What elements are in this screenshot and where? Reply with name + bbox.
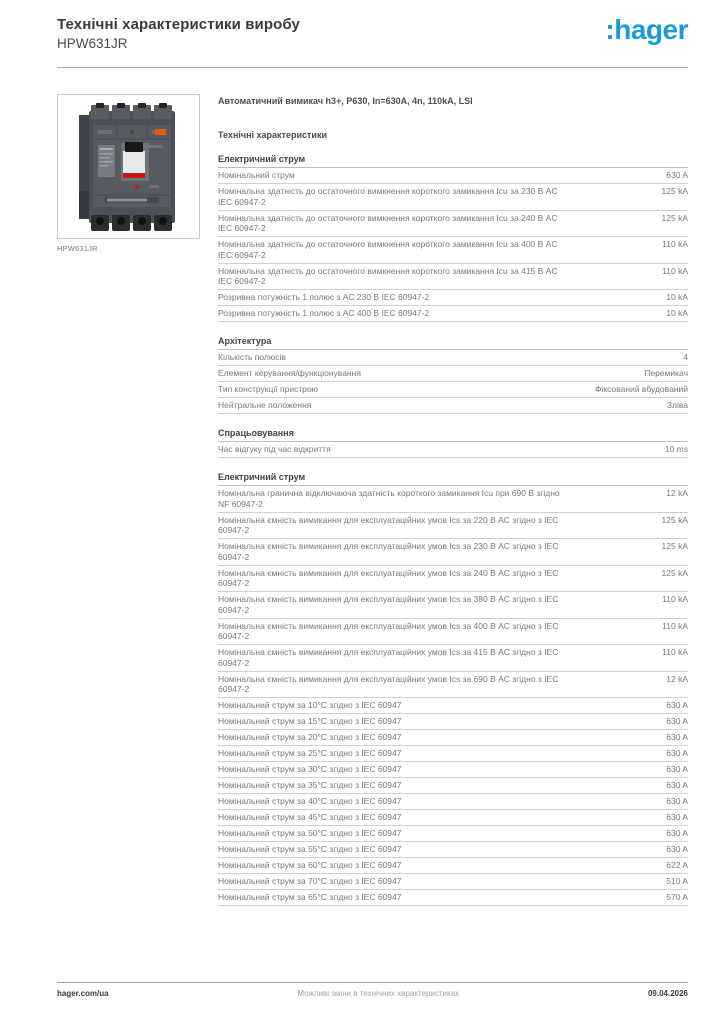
- product-image-column: [57, 94, 200, 253]
- spec-row: [218, 619, 688, 646]
- spec-row: [218, 794, 688, 810]
- spec-value: Фіксований вбудований: [594, 384, 688, 394]
- spec-value: 570 A: [666, 892, 688, 902]
- spec-label: Розривна потужність 1 полюс з AC 230 В IEC 60947-2: [218, 292, 430, 302]
- spec-label: Номінальний струм за 45°C згідно з IEC 60947: [218, 812, 402, 822]
- circuit-breaker-illustration: [65, 101, 193, 233]
- spec-value: 12 kA: [666, 673, 688, 684]
- section-title: Електричний струм: [218, 472, 688, 486]
- spec-sections: [218, 154, 688, 906]
- spec-label: Номінальна ємність вимикання для експлуатаційних умов Ics за 415 В AC згідно з IEC 60947-2: [218, 647, 559, 668]
- spec-value: Перемикач: [644, 368, 688, 378]
- spec-value: 110 kA: [662, 265, 688, 276]
- spec-value: 110 kA: [662, 647, 688, 657]
- spec-value: Зліва: [666, 400, 688, 410]
- spec-row: [218, 730, 688, 746]
- spec-value: 10 kA: [666, 292, 688, 302]
- spec-label: Номінальний струм за 25°C згідно з IEC 60947: [218, 748, 402, 758]
- spec-value: 630 A: [666, 828, 688, 838]
- spec-label: Номінальний струм за 40°C згідно з IEC 60947: [218, 796, 402, 806]
- spec-section: [218, 154, 688, 322]
- section-rows: [218, 486, 688, 906]
- spec-value: 630 A: [666, 812, 688, 822]
- spec-label: Номінальний струм за 50°C згідно з IEC 60947: [218, 828, 402, 838]
- spec-row: [218, 237, 688, 264]
- spec-row: [218, 778, 688, 794]
- spec-label: Номінальна ємність вимикання для експлуатаційних умов Ics за 690 В AC згідно з IEC 60947-2: [218, 673, 559, 694]
- spec-label: Номінальний струм: [218, 170, 295, 180]
- page-content: [57, 93, 688, 906]
- spec-label: Номінальний струм за 10°C згідно з IEC 60947: [218, 700, 402, 710]
- spec-label: Номінальна ємність вимикання для експлуатаційних умов Ics за 240 В AC згідно з IEC 60947-2: [218, 567, 559, 588]
- spec-row: [218, 672, 688, 699]
- spec-column: [218, 93, 688, 906]
- spec-section: [218, 336, 688, 414]
- spec-value: 622 A: [666, 860, 688, 870]
- spec-value: 10 ms: [664, 444, 688, 454]
- spec-value: 4: [683, 352, 688, 362]
- spec-row: [218, 264, 688, 291]
- spec-label: Номінальна здатність до остаточного вимкнення короткого замикання Icu за 230 В AC IEC 60947-2: [218, 186, 558, 207]
- section-title: Електричний струм: [218, 154, 688, 168]
- product-image: [57, 94, 200, 239]
- product-code: HPW631JR: [57, 36, 128, 51]
- page-header: [57, 0, 688, 68]
- spec-row: [218, 698, 688, 714]
- tech-characteristics-heading: Технічні характеристики: [218, 130, 327, 140]
- spec-value: 110 kA: [662, 620, 688, 631]
- spec-label: Номінальний струм за 20°C згідно з IEC 60947: [218, 732, 402, 742]
- spec-section: [218, 472, 688, 906]
- spec-label: Номінальна ємність вимикання для експлуатаційних умов Ics за 400 В AC згідно з IEC 60947-2: [218, 620, 559, 641]
- spec-label: Номінальна здатність до остаточного вимкнення короткого замикання Icu за 240 В AC IEC 60947-2: [218, 212, 558, 233]
- spec-label: Номінальна здатність до остаточного вимкнення короткого замикання Icu за 400 В AC IEC 60947-2: [218, 239, 558, 260]
- spec-row: [218, 746, 688, 762]
- spec-value: 125 kA: [661, 212, 688, 223]
- spec-value: 125 kA: [661, 567, 688, 578]
- spec-label: Номінальна ємність вимикання для експлуатаційних умов Ics за 230 В AC згідно з IEC 60947-2: [218, 541, 559, 562]
- spec-row: [218, 290, 688, 306]
- spec-row: [218, 645, 688, 672]
- spec-value: 630 A: [666, 700, 688, 710]
- product-description: Автоматичний вимикач h3+, P630, In=630A, 4n, 110kA, LSI: [218, 96, 473, 106]
- spec-value: 110 kA: [662, 239, 688, 249]
- spec-row: [218, 350, 688, 366]
- spec-row: [218, 762, 688, 778]
- spec-value: 630 A: [666, 732, 688, 742]
- spec-label: Номінальний струм за 55°C згідно з IEC 60947: [218, 844, 402, 854]
- spec-label: Час відгуку під час відкриття: [218, 444, 331, 454]
- footer-date: 09.04.2026: [647, 989, 688, 998]
- spec-row: [218, 826, 688, 842]
- footer-website: hager.com/ua: [57, 989, 109, 998]
- spec-label: Тип конструкції пристрою: [218, 384, 319, 394]
- spec-value: 125 kA: [661, 514, 688, 525]
- section-title: Спрацьовування: [218, 428, 688, 442]
- spec-label: Номінальний струм за 70°C згідно з IEC 60947: [218, 876, 402, 886]
- spec-value: 10 kA: [666, 308, 688, 318]
- spec-label: Розривна потужність 1 полюс з AC 400 В IEC 60947-2: [218, 308, 430, 318]
- spec-row: [218, 874, 688, 890]
- spec-label: Номінальний струм за 30°C згідно з IEC 60947: [218, 764, 402, 774]
- spec-row: [218, 566, 688, 593]
- spec-row: [218, 592, 688, 619]
- spec-label: Номінальна ємність вимикання для експлуатаційних умов Ics за 220 В AC згідно з IEC 60947-2: [218, 514, 559, 535]
- spec-row: [218, 306, 688, 322]
- section-rows: [218, 350, 688, 414]
- page-footer: [57, 982, 688, 998]
- spec-row: [218, 539, 688, 566]
- spec-row: [218, 858, 688, 874]
- spec-value: 110 kA: [662, 594, 688, 604]
- spec-label: Номінальний струм за 65°C згідно з IEC 60947: [218, 892, 402, 902]
- spec-row: [218, 442, 688, 458]
- spec-row: [218, 366, 688, 382]
- section-title: Архітектура: [218, 336, 688, 350]
- spec-label: Номінальний струм за 35°C згідно з IEC 60947: [218, 780, 402, 790]
- spec-row: [218, 810, 688, 826]
- footer-disclaimer: Можливі зміни в технічних характеристиках: [297, 989, 460, 998]
- spec-label: Елемент керування/функціонування: [218, 368, 361, 378]
- spec-label: Номінальна здатність до остаточного вимкнення короткого замикання Icu за 415 В AC IEC 60947-2: [218, 265, 558, 286]
- spec-value: 630 A: [666, 844, 688, 854]
- spec-label: Номінальна ємність вимикання для експлуатаційних умов Ics за 380 В AC згідно з IEC 60947-2: [218, 594, 559, 615]
- spec-value: 125 kA: [661, 541, 688, 551]
- spec-row: [218, 382, 688, 398]
- spec-value: 630 A: [666, 170, 688, 180]
- spec-label: Номінальна гранична відключаюча здатність короткого замикання Icu при 690 В згідно NF 60947-2: [218, 488, 560, 509]
- spec-row: [218, 890, 688, 906]
- section-rows: [218, 442, 688, 458]
- spec-value: 630 A: [666, 764, 688, 774]
- spec-value: 630 A: [666, 796, 688, 806]
- spec-value: 630 A: [666, 716, 688, 726]
- spec-value: 12 kA: [666, 488, 688, 498]
- spec-value: 630 A: [666, 780, 688, 790]
- spec-row: [218, 211, 688, 238]
- spec-row: [218, 398, 688, 414]
- spec-value: 510 A: [666, 876, 688, 886]
- spec-label: Кількість полюсів: [218, 352, 286, 362]
- section-rows: [218, 168, 688, 322]
- spec-row: [218, 842, 688, 858]
- product-image-caption: HPW631JR: [57, 244, 98, 253]
- spec-section: [218, 428, 688, 458]
- spec-row: [218, 513, 688, 540]
- spec-row: [218, 184, 688, 211]
- spec-label: Номінальний струм за 60°C згідно з IEC 60947: [218, 860, 402, 870]
- spec-value: 125 kA: [661, 186, 688, 196]
- spec-label: Номінальний струм за 15°C згідно з IEC 60947: [218, 716, 402, 726]
- page-title: Технічні характеристики виробу: [57, 16, 300, 33]
- spec-row: [218, 714, 688, 730]
- hager-logo: :hager: [605, 14, 688, 45]
- spec-value: 630 A: [666, 748, 688, 758]
- spec-row: [218, 168, 688, 184]
- spec-label: Нейтральне положення: [218, 400, 312, 410]
- spec-row: [218, 486, 688, 513]
